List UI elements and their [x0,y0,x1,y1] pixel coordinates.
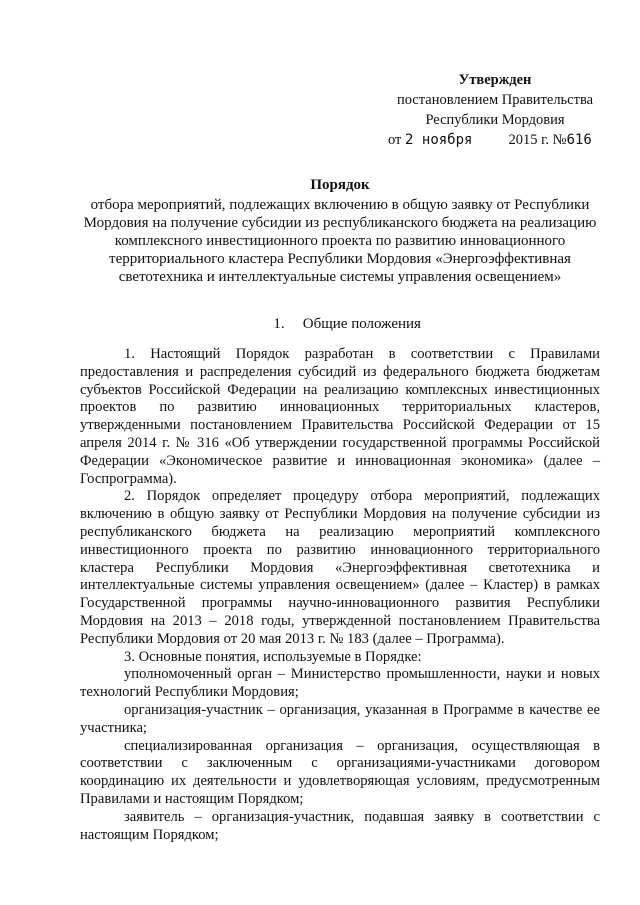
date-day-month: 2 ноября [405,132,473,148]
document-heading [80,176,600,286]
approval-line-1: постановлением Правительства [396,92,594,108]
document-title: Порядок [310,177,370,193]
approval-line-2: Республики Мордовия [425,112,565,128]
date-number: 616 [566,132,592,148]
paragraph: 2. Порядок определяет процедуру отбора мероприятий, подлежащих включению в общую заявку от Республики Мордовия на получение субсидии из республиканского бюджета на реализацию мероприятий комплексного инвестиционного проекта по развитию инновационного территориального кластера Республики Мордовия «Энергоэффективная светотехника и интеллектуальные системы управления освещением» (далее – Кластер) в рамках Государственной программы научно-инновационного развития Республики Мордовия на 2013 – 2018 годы, утвержденной постановлением Правительства Республики Мордовия от 20 мая 2013 г. № 183 (далее – Программа). [80,488,600,647]
document-subtitle: отбора мероприятий, подлежащих включению в общую заявку от Республики Мордовия на получение субсидии из республиканского бюджета на реализацию комплексного инвестиционного проекта по развитию инновационного территориального кластера Республики Мордовия «Энергоэффективная светотехника и интеллектуальные системы управления освещением» [83,197,597,285]
approval-date-line [380,130,610,150]
paragraph: заявитель – организация-участник, подавшая заявку в соответствии с настоящим Порядком; [80,808,600,843]
section-title: Общие положения [302,316,421,332]
date-prefix: от [388,132,402,148]
document-body [80,346,600,844]
paragraph: специализированная организация – организация, осуществляющая в соответствии с заключенным с организациями-участниками договором координацию их деятельности и удовлетворяющая условиям, предусмотренным Правилами и настоящим Порядком; [80,737,600,807]
approval-block [380,70,610,150]
date-year: 2015 г. № [508,132,567,148]
paragraph: уполномоченный орган – Министерство промышленности, науки и новых технологий Республики Мордовия; [80,666,600,701]
section-heading [80,316,600,333]
paragraph: организация-участник – организация, указанная в Программе в качестве ее участника; [80,701,600,736]
paragraph: 1. Настоящий Порядок разработан в соответствии с Правилами предоставления и распределения субсидий из федерального бюджета бюджетам субъектов Российской Федерации на реализацию комплексных инвестиционных проектов по развитию инновационных территориальных кластеров, утвержденными постановлением Правительства Российской Федерации от 15 апреля 2014 г. № 316 «Об утверждении государственной программы Российской Федерации «Экономическое развитие и инновационная экономика» (далее – Госпрограмма). [80,346,600,487]
paragraph: 3. Основные понятия, используемые в Порядке: [124,648,422,665]
approval-title: Утвержден [458,72,532,88]
section-number: 1. [273,316,285,332]
